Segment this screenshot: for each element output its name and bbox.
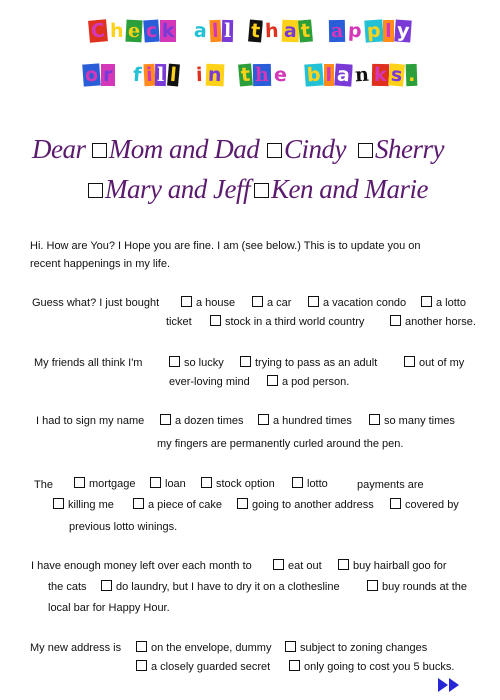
name-ken-and-marie: Ken and Marie	[271, 174, 428, 204]
q1-option[interactable]: another horse.	[390, 315, 476, 329]
header-letter: p	[347, 19, 363, 43]
q2-option-continued: ever-loving mind	[169, 376, 250, 388]
checkbox[interactable]	[169, 356, 180, 367]
name-sherry: Sherry	[375, 134, 444, 164]
header-line-1	[0, 20, 500, 42]
header-letter: f	[131, 63, 142, 87]
q6-option[interactable]: on the envelope, dummy	[136, 641, 271, 655]
q5-option[interactable]: buy rounds at the	[367, 580, 467, 594]
checkbox[interactable]	[367, 580, 378, 591]
checkbox[interactable]	[181, 296, 192, 307]
checkbox[interactable]	[201, 477, 212, 488]
checkbox[interactable]	[258, 414, 269, 425]
salutation-mary-and-jeff	[88, 174, 250, 205]
header-letter: a	[336, 63, 351, 87]
q1-option[interactable]: a vacation condo	[308, 296, 406, 310]
header-letter: l	[168, 63, 178, 87]
checkbox[interactable]	[421, 296, 432, 307]
checkbox[interactable]	[136, 660, 147, 671]
header-letter: t	[250, 19, 262, 43]
header-letter: i	[195, 63, 203, 87]
checkbox[interactable]	[53, 498, 64, 509]
header-letter: k	[373, 63, 387, 87]
q6-option[interactable]: only going to cost you 5 bucks.	[289, 660, 454, 674]
q5-option[interactable]: do laundry, but I have to dry it on a clothesline	[101, 580, 340, 594]
header-letter: l	[157, 63, 165, 87]
header-letter: .	[407, 63, 416, 87]
header-letter: l	[211, 19, 220, 43]
q4-option[interactable]: lotto	[292, 477, 328, 491]
header-letter: y	[395, 19, 410, 43]
q2-option[interactable]: a pod person.	[267, 375, 349, 389]
header-letter: i	[145, 63, 153, 87]
q5-option[interactable]: buy hairball goo for	[338, 559, 447, 573]
q5-option[interactable]: eat out	[273, 559, 322, 573]
header-letter: l	[223, 19, 232, 43]
checkbox[interactable]	[150, 477, 161, 488]
checkbox[interactable]	[308, 296, 319, 307]
q4-option[interactable]: loan	[150, 477, 186, 491]
dear-label: Dear	[32, 134, 86, 164]
header-line-2	[0, 64, 500, 86]
name-mom-and-dad: Mom and Dad	[108, 134, 260, 164]
header-letter: b	[306, 63, 322, 87]
q2-option[interactable]: so lucky	[169, 356, 224, 370]
intro-line-2: recent happenings in my life.	[30, 258, 171, 270]
q4-option-continued: previous lotto winings.	[69, 521, 178, 533]
q4-option[interactable]: going to another address	[237, 498, 374, 512]
next-page-icon[interactable]	[437, 677, 461, 693]
q4-option[interactable]: a piece of cake	[133, 498, 222, 512]
q3-prompt: I had to sign my name	[36, 415, 145, 427]
q3-option-continued: my fingers are permanently curled around the pen.	[157, 438, 404, 450]
q2-prompt: My friends all think I'm	[34, 357, 143, 369]
checkbox[interactable]	[136, 641, 147, 652]
q4-payments-are: payments are	[357, 479, 424, 491]
checkbox[interactable]	[237, 498, 248, 509]
checkbox[interactable]	[273, 559, 284, 570]
header-gap	[179, 65, 193, 85]
checkbox[interactable]	[240, 356, 251, 367]
checkbox-ken-and-marie[interactable]	[254, 183, 269, 198]
name-mary-and-jeff: Mary and Jeff	[105, 174, 250, 204]
checkbox[interactable]	[252, 296, 263, 307]
q6-option[interactable]: a closely guarded secret	[136, 660, 270, 674]
salutation-cindy	[267, 134, 346, 165]
header-letter: r	[103, 64, 113, 86]
q1-option[interactable]: a house	[181, 296, 235, 310]
checkbox[interactable]	[289, 660, 300, 671]
q5-option-continued: the cats	[48, 581, 87, 593]
checkbox[interactable]	[160, 414, 171, 425]
salutation-sherry	[358, 134, 444, 165]
checkbox[interactable]	[210, 315, 221, 326]
header-letter: a	[283, 19, 297, 43]
q4-prompt: The	[34, 479, 53, 491]
checkbox-cindy[interactable]	[267, 143, 282, 158]
header-letter: n	[354, 63, 370, 87]
header-letter: p	[365, 19, 381, 43]
header-letter: h	[264, 19, 280, 43]
checkbox[interactable]	[338, 559, 349, 570]
header-letter: e	[127, 19, 142, 43]
q5-prompt: I have enough money left over each month to	[31, 560, 252, 572]
header-letter: n	[207, 63, 222, 87]
q2-option[interactable]: out of my	[404, 356, 464, 370]
checkbox[interactable]	[292, 477, 303, 488]
q5-option-continued: local bar for Happy Hour.	[48, 602, 170, 614]
header-letter: h	[255, 63, 270, 87]
checkbox[interactable]	[369, 414, 380, 425]
checkbox[interactable]	[74, 477, 85, 488]
checkbox[interactable]	[101, 580, 112, 591]
header-gap	[224, 65, 238, 85]
q6-prompt: My new address is	[30, 642, 122, 654]
header-gap	[290, 65, 304, 85]
header-letter: l	[325, 64, 333, 86]
header-letter: l	[385, 20, 392, 42]
checkbox[interactable]	[390, 498, 401, 509]
q6-option[interactable]: subject to zoning changes	[285, 641, 427, 655]
q3-option[interactable]: a dozen times	[160, 414, 243, 428]
header-gap	[116, 65, 130, 85]
header-gap	[177, 21, 191, 41]
header-letter: a	[330, 19, 344, 43]
salutation-row-1	[32, 134, 259, 165]
q1-prompt: Guess what? I just bought	[32, 297, 160, 309]
q4-option[interactable]: mortgage	[74, 477, 135, 491]
q3-option[interactable]: a hundred times	[258, 414, 352, 428]
header-letter: s	[390, 63, 404, 87]
header-letter: a	[193, 19, 209, 43]
header-letter: t	[240, 63, 252, 87]
checkbox[interactable]	[404, 356, 415, 367]
checkbox[interactable]	[390, 315, 401, 326]
q1-option[interactable]: a lotto	[421, 296, 466, 310]
header-letter: e	[273, 63, 288, 87]
checkbox-sherry[interactable]	[358, 143, 373, 158]
q3-option[interactable]: so many times	[369, 414, 455, 428]
salutation-ken-and-marie	[254, 174, 428, 205]
checkbox[interactable]	[285, 641, 296, 652]
header-letter: C	[90, 19, 106, 43]
header-letter: o	[84, 63, 99, 87]
checkbox[interactable]	[267, 375, 278, 386]
name-cindy: Cindy	[284, 134, 346, 164]
intro-line-1: Hi. How are You? I Hope you are fine. I am (see below.) This is to update you on	[30, 240, 421, 252]
header-gap	[234, 21, 248, 41]
q4-option[interactable]: killing me	[53, 498, 114, 512]
q1-option-continued: ticket	[166, 316, 192, 328]
header-letter: k	[161, 20, 175, 42]
q1-option[interactable]: stock in a third world country	[210, 315, 364, 329]
header-letter: t	[300, 19, 312, 43]
checkbox-mom-and-dad[interactable]	[92, 143, 107, 158]
q4-option[interactable]: stock option	[201, 477, 275, 491]
q2-option[interactable]: trying to pass as an adult	[240, 356, 377, 370]
q1-option[interactable]: a car	[252, 296, 291, 310]
q4-option[interactable]: covered by	[390, 498, 459, 512]
header-gap	[314, 21, 328, 41]
header-letter: c	[144, 19, 158, 43]
checkbox-mary-and-jeff[interactable]	[88, 183, 103, 198]
header-letter: h	[109, 19, 124, 43]
checkbox[interactable]	[133, 498, 144, 509]
